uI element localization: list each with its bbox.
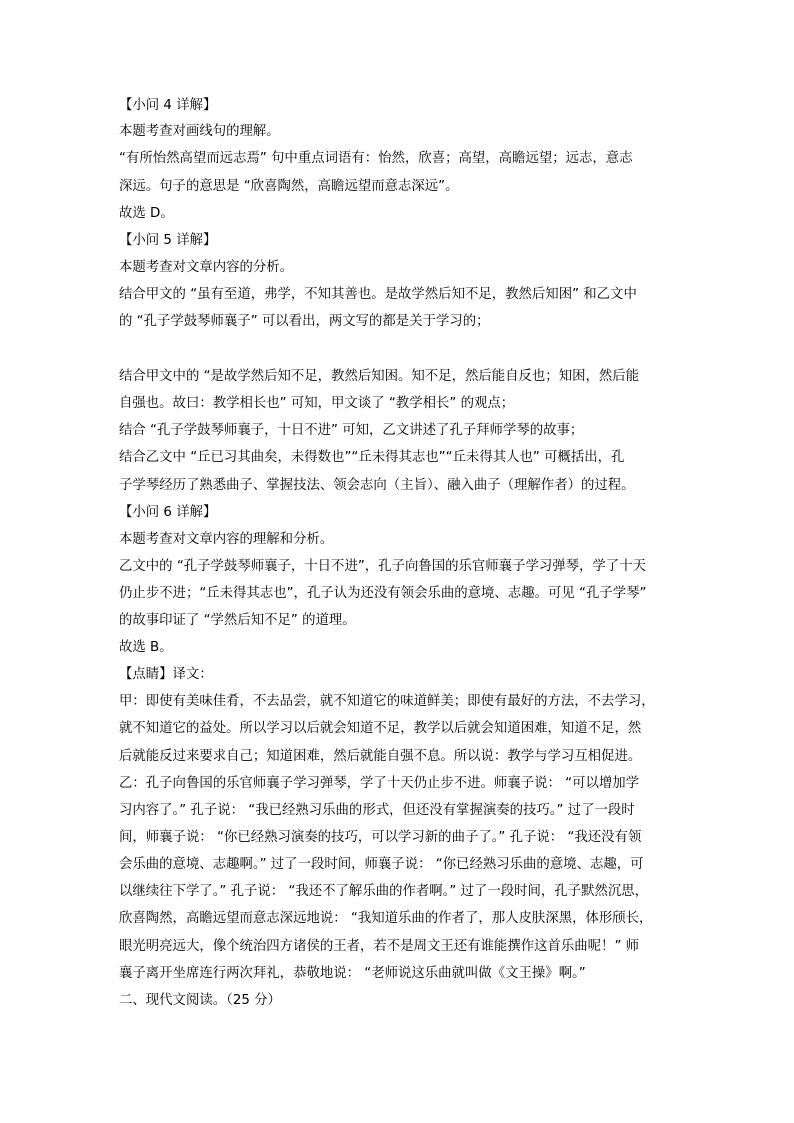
q6-text-line: 乙文中的 “孔子学鼓琴师襄子，十日不进”，孔子向鲁国的乐官师襄子学习弹琴，学了十天 bbox=[119, 559, 646, 574]
q5-text-line: 的 “孔子学鼓琴师襄子” 可以看出，两文写的都是关于学习的； bbox=[119, 314, 490, 329]
translation-line: 欣喜陶然，高瞻远望而意志深远地说： “我知道乐曲的作者了，那人皮肤深黑，体形颀长， bbox=[119, 911, 653, 926]
q6-answer: 故选 B。 bbox=[119, 640, 173, 655]
q4-topic: 本题考查对画线句的理解。 bbox=[119, 124, 280, 139]
translation-line: 甲：即使有美味佳肴，不去品尝，就不知道它的味道鲜美；即使有最好的方法，不去学习， bbox=[119, 694, 655, 709]
q5-text-line: 自强也。故曰：教学相长也” 可知，甲文谈了 “教学相长” 的观点； bbox=[119, 396, 515, 411]
q5-text-line: 结合 “孔子学鼓琴师襄子，十日不进” 可知，乙文讲述了孔子拜师学琴的故事； bbox=[119, 423, 584, 438]
q5-text-line: 结合甲文的 “虽有至道，弗学，不知其善也。是故学然后知不足，教然后知困” 和乙文中 bbox=[119, 287, 637, 302]
heading-q5: 【小问 5 详解】 bbox=[119, 233, 217, 248]
q5-text-line: 子学琴经历了熟悉曲子、掌握技法、领会志向（主旨）、融入曲子（理解作者）的过程。 bbox=[119, 478, 635, 493]
q5-text-line: 结合甲文中的 “是故学然后知不足，教然后知困。知不足，然后能自反也；知困，然后能 bbox=[119, 369, 640, 384]
q5-topic: 本题考查对文章内容的分析。 bbox=[119, 260, 294, 275]
q4-text-line: 深远。句子的意思是 “欣喜陶然，高瞻远望而意志深远”。 bbox=[119, 179, 459, 194]
heading-translation: 【点睛】译文： bbox=[119, 667, 213, 682]
translation-line: 襄子离开坐席连行两次拜礼，恭敬地说： “老师说这乐曲就叫做《文王操》啊。” bbox=[119, 966, 586, 981]
heading-q4: 【小问 4 详解】 bbox=[119, 98, 217, 113]
section-heading-modern-reading: 二、现代文阅读。（25 分） bbox=[119, 993, 281, 1008]
translation-line: 就不知道它的益处。所以学习以后就会知道不足，教学以后就会知道困难，知道不足，然 bbox=[119, 721, 642, 736]
q4-answer: 故选 D。 bbox=[119, 206, 174, 221]
translation-line: 会乐曲的意境、志趣啊。” 过了一段时间，师襄子说： “你已经熟习乐曲的意境、志趣，可 bbox=[119, 857, 644, 872]
translation-line: 以继续往下学了。” 孔子说： “我还不了解乐曲的作者啊。” 过了一段时间，孔子默然沉思， bbox=[119, 884, 649, 899]
translation-line: 习内容了。” 孔子说： “我已经熟习乐曲的形式，但还没有掌握演奏的技巧。” 过了一段时 bbox=[119, 803, 635, 818]
translation-line: 眼光明亮远大，像个统治四方诸侯的王者，若不是周文王还有谁能撰作这首乐曲呢！” 师 bbox=[119, 939, 640, 954]
q4-text-line: “有所怡然高望而远志焉” 句中重点词语有：怡然，欣喜；高望，高瞻远望；远志，意志 bbox=[119, 151, 633, 166]
translation-line: 乙：孔子向鲁国的乐官师襄子学习弹琴，学了十天仍止步不进。师襄子说： “可以增加学 bbox=[119, 776, 640, 791]
q5-text-line: 结合乙文中 “丘已习其曲矣，未得数也”“丘未得其志也”“丘未得其人也” 可概括出，孔 bbox=[119, 450, 625, 465]
translation-line: 间，师襄子说： “你已经熟习演奏的技巧，可以学习新的曲子了。” 孔子说： “我还没有领 bbox=[119, 830, 642, 845]
heading-q6: 【小问 6 详解】 bbox=[119, 505, 217, 520]
q6-text-line: 仍止步不进；“丘未得其志也”，孔子认为还没有领会乐曲的意境、志趣。可见 “孔子学琴” bbox=[119, 586, 647, 601]
q6-topic: 本题考查对文章内容的理解和分析。 bbox=[119, 532, 334, 547]
translation-line: 后就能反过来要求自己；知道困难，然后就能自强不息。所以说：教学与学习互相促进。 bbox=[119, 749, 642, 764]
q6-text-line: 的故事印证了 “学然后知不足” 的道理。 bbox=[119, 613, 356, 628]
